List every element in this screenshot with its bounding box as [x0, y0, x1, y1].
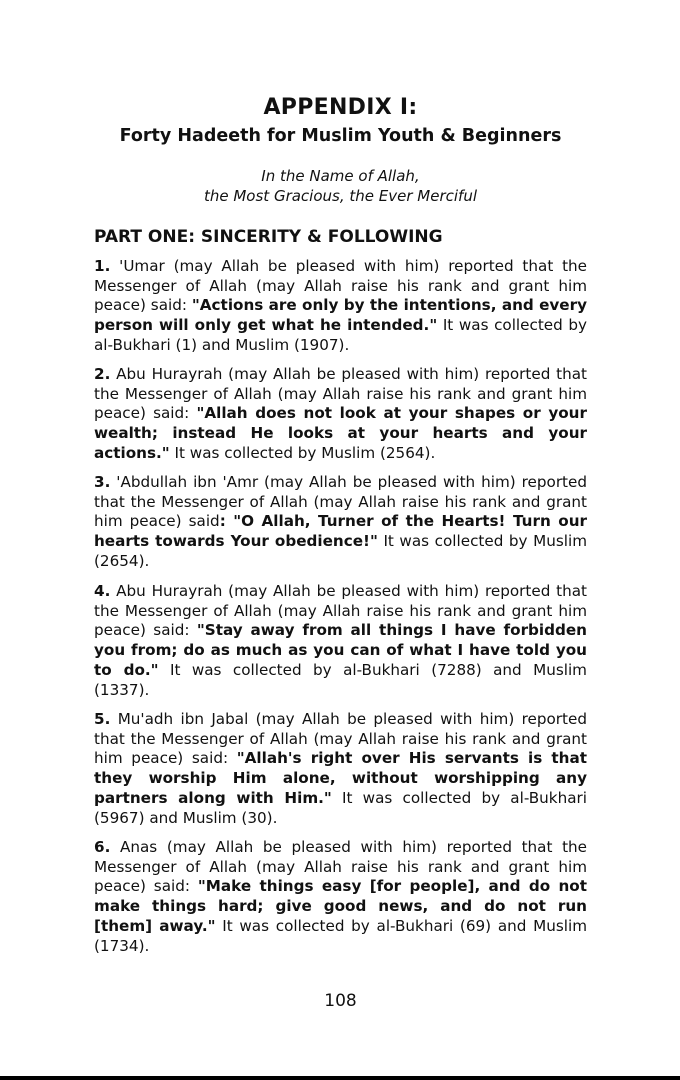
- hadith-number: 5.: [94, 710, 111, 728]
- hadith-source: It was collected by al-Bukhari (69) and Muslim (1734).: [94, 916, 587, 955]
- bismillah: [94, 167, 587, 206]
- hadith-paragraph-6: [94, 838, 587, 956]
- hadith-paragraph-3: [94, 473, 587, 572]
- hadith-intro: Abu Hurayrah (may Allah be pleased with him) reported that the Messenger of Allah (may Allah raise his rank and grant him peace) said:: [94, 582, 587, 640]
- hadith-quote: "Stay away from all things I have forbidden you from; do as much as you can of what I have told you to do.": [94, 621, 587, 679]
- hadith-source: It was collected by Muslim (2654).: [94, 532, 587, 570]
- hadith-paragraph-1: [94, 257, 587, 356]
- appendix-subtitle: Forty Hadeeth for Muslim Youth & Beginners: [119, 126, 562, 146]
- hadith-intro: 'Umar (may Allah be pleased with him) reported that the Messenger of Allah (may Allah raise his rank and grant him peace) said:: [94, 257, 587, 315]
- hadith-source: It was collected by al-Bukhari (1) and Muslim (1907).: [94, 316, 587, 354]
- hadith-number: 3.: [94, 473, 111, 491]
- hadith-intro: Mu'adh ibn Jabal (may Allah be pleased with him) reported that the Messenger of Allah (may Allah raise his rank and grant him peace) said:: [94, 710, 587, 768]
- hadith-quote: "Make things easy [for people], and do not make things hard; give good news, and do not run [them] away.": [94, 877, 587, 935]
- appendix-title: APPENDIX I:: [263, 95, 418, 120]
- bottom-border: [0, 1076, 680, 1080]
- section-heading: PART ONE: SINCERITY & FOLLOWING: [94, 227, 443, 247]
- hadith-quote: : "O Allah, Turner of the Hearts! Turn our hearts towards Your obedience!": [94, 512, 587, 551]
- hadith-paragraph-4: [94, 582, 587, 700]
- page-number: 108: [324, 991, 357, 1011]
- hadith-number: 1.: [94, 257, 111, 275]
- hadith-source: It was collected by al-Bukhari (5967) and Muslim (30).: [94, 788, 587, 827]
- hadith-quote: "Allah does not look at your shapes or your wealth; instead He looks at your hearts and your actions.": [94, 404, 587, 462]
- hadith-quote: "Actions are only by the intentions, and every person will only get what he intended.": [94, 296, 587, 335]
- hadith-intro: Anas (may Allah be pleased with him) reported that the Messenger of Allah (may Allah raise his rank and grant him peace) said:: [94, 838, 588, 896]
- hadith-paragraph-2: [94, 365, 587, 464]
- hadith-quote: "Allah's right over His servants is that they worship Him alone, without worshipping any partners along with Him.": [94, 749, 587, 807]
- bismillah-line-2: the Most Gracious, the Ever Merciful: [203, 186, 477, 205]
- hadith-source: It was collected by al-Bukhari (7288) and Muslim (1337).: [94, 660, 587, 699]
- hadith-source: It was collected by Muslim (2564).: [169, 443, 436, 462]
- hadith-paragraph-5: [94, 710, 587, 828]
- hadith-number: 6.: [94, 838, 111, 856]
- bismillah-line-1: In the Name of Allah,: [261, 167, 420, 185]
- hadith-intro: Abu Hurayrah (may Allah be pleased with him) reported that the Messenger of Allah (may Allah raise his rank and grant him peace) said:: [94, 365, 587, 423]
- hadith-intro: 'Abdullah ibn 'Amr (may Allah be pleased with him) reported that the Messenger of Allah (may Allah raise his rank and grant him peace) said: [94, 473, 587, 531]
- hadith-number: 4.: [94, 582, 111, 600]
- hadith-number: 2.: [94, 365, 111, 383]
